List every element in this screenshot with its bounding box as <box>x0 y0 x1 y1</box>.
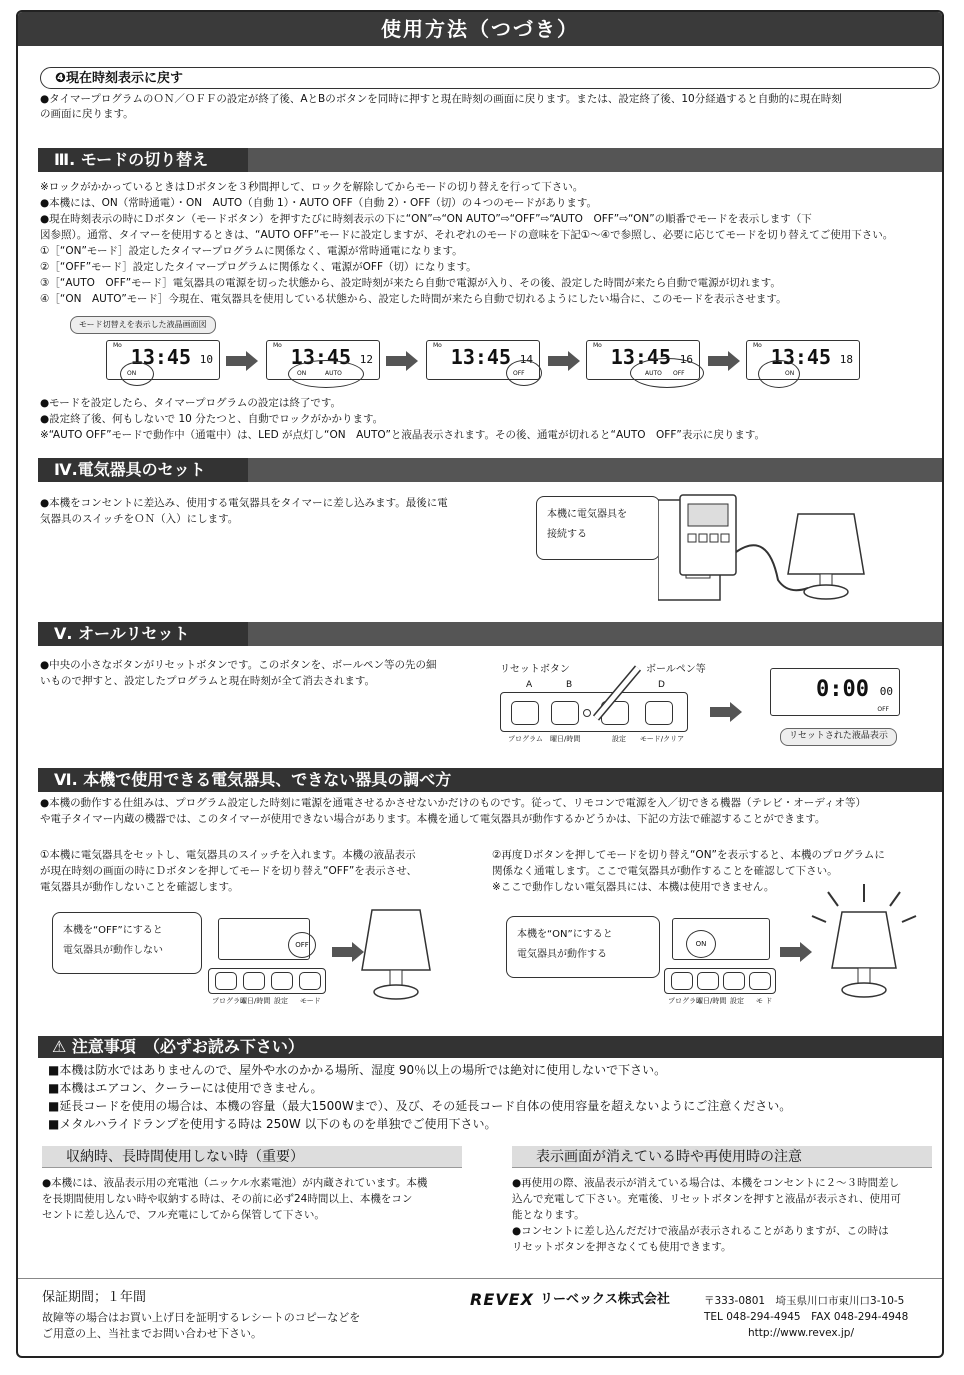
button-letter-d: D <box>658 680 665 690</box>
off-label-set: 設定 <box>274 997 288 1005</box>
lcd-seconds: 16 <box>679 353 693 366</box>
off-bubble-line-2: 電気器具が動作しない <box>63 945 163 956</box>
lcd-time: 13:45 <box>610 345 671 369</box>
button-letter-b: B <box>566 680 573 690</box>
footer-note-2: ご用意の上、当社までお問い合わせ下さい。 <box>42 1327 262 1340</box>
reset-line-2: いもので押すと、設定したプログラムと現在時刻が全て消去されます。 <box>40 675 376 687</box>
mode-heading-bar <box>248 148 942 172</box>
lcd-time: 13:45 <box>450 345 511 369</box>
highlight-circle <box>758 360 800 388</box>
lamp-on-icon <box>808 878 918 1008</box>
footer-note-1: 故障等の場合はお買い上げ日を証明するレシートのコピーなどを <box>42 1311 361 1324</box>
set-bubble-line-2: 接続する <box>547 529 587 540</box>
mode-diagram-label: モード切替えを表示した液晶画面図 <box>70 316 216 334</box>
off-label-program: プログラム <box>212 997 247 1005</box>
set-illustration <box>658 490 868 602</box>
button-b[interactable] <box>697 972 719 990</box>
brand-logo: REVEX <box>470 1290 534 1309</box>
button-d[interactable] <box>645 701 673 725</box>
caution-item-4: ■メタルハライドランプを使用する時は 250W 以下のものを単独でご使用下さい。 <box>48 1117 497 1131</box>
button-c[interactable] <box>723 972 745 990</box>
on-label-set: 設定 <box>730 997 744 1005</box>
off-label-day: 曜日/時間 <box>240 997 271 1005</box>
lamp-off-icon <box>358 904 438 1010</box>
lcd-time: 13:45 <box>290 345 351 369</box>
reset-heading-bar <box>248 622 942 646</box>
lcd-time: 13:45 <box>130 345 191 369</box>
set-heading-bar <box>248 458 942 482</box>
mode-line-4: 図参照）。通常、タイマーを使用するときは、“AUTO OFF”モードに設定しますが、それぞれのモードの意味を下記①〜④で参照し、必要に応じてモードを切り替えてご使用下さい。 <box>40 229 894 241</box>
highlight-circle <box>506 360 542 386</box>
off-bubble-line-1: 本機を“OFF”にすると <box>63 925 163 936</box>
btn-label-mode-clear: モード/クリア <box>640 735 685 743</box>
storage-line-1: ●本機には、液晶表示用の充電池（ニッケル水素電池）が内蔵されています。本機 <box>42 1177 428 1189</box>
lcd-mode-label: ON <box>297 370 307 377</box>
caution-item-1: ■本機は防水ではありませんので、屋外や水のかかる場所、湿度 90％以上の場所では絶対に使用しないで下さい。 <box>48 1063 667 1077</box>
mode-after-1: ●モードを設定したら、タイマープログラムの設定は終了です。 <box>40 397 342 409</box>
reset-lcd-time: 0:00 <box>816 677 869 702</box>
display-line-1: ●再使用の際、液晶表示が消えている場合は、本機をコンセントに２～３時間差し <box>512 1177 900 1189</box>
lcd-mo-label: Mo <box>753 342 762 349</box>
button-b[interactable] <box>243 972 265 990</box>
on-label-program: プログラム <box>668 997 703 1005</box>
set-line-1: ●本機をコンセントに差込み、使用する電気器具をタイマーに差し込みます。最後に電 <box>40 497 448 509</box>
check-left-1: ①本機に電気器具をセットし、電気器具のスイッチを入れます。本機の液晶表示 <box>40 849 416 861</box>
check-line-1: ●本機の動作する仕組みは、プログラム設定した時刻に電源を通電させるかさせないかだけのものです。従って、リモコンで電源を入／切できる機器（テレビ・オーディオ等） <box>40 797 866 809</box>
on-label-day: 曜日/時間 <box>696 997 727 1005</box>
display-heading: 表示画面が消えている時や再使用時の注意 <box>512 1146 932 1168</box>
storage-line-3: セントに差し込んで、フル充電にしてから保管して下さい。 <box>42 1209 325 1221</box>
set-bubble <box>536 496 660 560</box>
reset-lcd <box>770 668 900 716</box>
btn-label-program: プログラム <box>508 735 543 743</box>
lcd-mode-label: AUTO <box>645 370 662 377</box>
display-line-3: 能となります。 <box>512 1209 585 1221</box>
reset-line-1: ●中央の小さなボタンがリセットボタンです。このボタンを、ボールペン等の先の細 <box>40 659 437 671</box>
check-left-3: 電気器具が動作しないことを確認します。 <box>40 881 239 893</box>
footer-divider <box>18 1278 942 1279</box>
caution-heading <box>38 1036 942 1058</box>
on-label-mode: モ ド <box>756 997 773 1005</box>
lcd-seconds: 14 <box>519 353 533 366</box>
warning-icon: ⚠ <box>52 1037 72 1056</box>
on-bubble <box>506 916 660 978</box>
button-d[interactable] <box>299 972 321 990</box>
off-label-mode: モード <box>300 997 321 1005</box>
on-label: ON <box>686 930 716 958</box>
mode-line-8: ④［“ON AUTO”モード］今現在、電気器具を使用している状態から、設定した時間が来たら自動で切れるようにしたい場合に、このモードを表示させます。 <box>40 293 787 305</box>
lcd-seconds: 10 <box>199 353 213 366</box>
lcd-seconds: 12 <box>359 353 373 366</box>
highlight-circle <box>288 360 364 388</box>
check-right-1: ②再度Ｄボタンを押してモードを切り替え“ON”を表示すると、本機のプログラムに <box>492 849 885 861</box>
lcd-mo-label: Mo <box>113 342 122 349</box>
check-line-2: や電子タイマー内蔵の機器では、このタイマーが使用できない場合があります。本機を通して電気器具が動作するかどうかは、下記の方法で確認することができます。 <box>40 813 826 825</box>
return-heading: ❹現在時刻表示に戻す <box>40 67 940 89</box>
mode-line-1: ※ロックがかかっているときはＤボタンを３秒間押して、ロックを解除してからモードの切り替えを行って下さい。 <box>40 181 584 193</box>
check-right-3: ※ここで動作しない電気器具には、本機は使用できません。 <box>492 881 775 893</box>
reset-heading: Ⅴ. オールリセット <box>38 622 248 646</box>
btn-label-set: 設定 <box>612 735 626 743</box>
storage-line-2: を長期間使用しない時や収納する時は、その前に必ず24時間以上、本機をコン <box>42 1193 413 1205</box>
button-d[interactable] <box>749 972 771 990</box>
lcd-seconds: 18 <box>839 353 853 366</box>
caution-heading-text: 注意事項 （必ずお読み下さい） <box>71 1037 304 1056</box>
display-line-2: 込んで充電して下さい。充電後、リセットボタンを押すと液晶が表示され、使用可 <box>512 1193 902 1205</box>
off-bubble <box>52 912 202 974</box>
mode-line-5: ①［“ON”モード］設定したタイマープログラムに関係なく、電源が常時通電になります。 <box>40 245 463 257</box>
lcd-mode-label: ON <box>127 370 137 377</box>
lcd-time: 13:45 <box>770 345 831 369</box>
set-line-2: 気器具のスイッチをＯＮ（入）にします。 <box>40 513 239 525</box>
lcd-mo-label: Mo <box>273 342 282 349</box>
button-a[interactable] <box>511 701 539 725</box>
caution-item-2: ■本機はエアコン、クーラーには使用できません。 <box>48 1081 323 1095</box>
lcd-mode-label: ON <box>785 370 795 377</box>
check-right-2: 関係なく通電します。ここで電気器具が動作することを確認して下さい。 <box>492 865 838 877</box>
reset-button-label: リセットボタン <box>500 664 570 675</box>
btn-label-day-time: 曜日/時間 <box>550 735 581 743</box>
mode-line-6: ②［“OFF”モード］設定したタイマープログラムに関係なく、電源がOFF（切）になります。 <box>40 261 477 273</box>
reset-lcd-seconds: 00 <box>879 685 893 698</box>
button-a[interactable] <box>215 972 237 990</box>
off-button-panel <box>208 968 326 994</box>
check-heading: Ⅵ. 本機で使用できる電気器具、できない器具の調べ方 <box>38 768 942 792</box>
display-line-4: ●コンセントに差し込んだだけで液晶が表示されることがありますが、この時は <box>512 1225 889 1237</box>
storage-heading: 収納時、長時間使用しない時（重要） <box>42 1146 462 1168</box>
caution-item-3: ■延長コードを使用の場合は、本機の容量（最大1500Wまで）、及び、その延長コード自体の使用容量を超えないようにご注意ください。 <box>48 1099 792 1113</box>
button-b[interactable] <box>551 701 579 725</box>
lcd-mode-label: AUTO <box>325 370 342 377</box>
company-name: リーベックス株式会社 <box>540 1292 670 1307</box>
mode-after-2: ●設定終了後、何もしないで 10 分たつと、自動でロックがかかります。 <box>40 413 384 425</box>
return-line-2: の画面に戻ります。 <box>40 108 134 120</box>
lcd-mode-label: OFF <box>513 370 525 377</box>
lcd-mode-label: OFF <box>673 370 685 377</box>
reset-lcd-mode: OFF <box>877 706 889 713</box>
return-line-1: ●タイマープログラムのＯＮ／ＯＦＦの設定が終了後、AとBのボタンを同時に押すと現在時刻の画面に戻ります。または、設定終了後、10分経過すると自動的に現在時刻 <box>40 93 842 105</box>
button-a[interactable] <box>671 972 693 990</box>
on-bubble-line-1: 本機を“ON”にすると <box>517 929 613 940</box>
check-left-2: が現在時刻の画面の時にＤボタンを押してモードを切り替え“OFF”を表示させ、 <box>40 865 417 877</box>
set-bubble-line-1: 本機に電気器具を <box>547 509 627 520</box>
mode-line-3: ●現在時刻表示の時にＤボタン（モードボタン）を押すたびに時刻表示の下に“ON”⇨“ON AUTO”⇨“OFF”⇨“AUTO OFF”⇨“ON”の順番でモードを表示します（下 <box>40 213 812 225</box>
page-title: 使用方法（つづき） <box>18 12 942 46</box>
mode-line-7: ③［“AUTO OFF”モード］電気器具の電源を切った状態から、設定時刻が来たら自動で電源が入り、その後、設定した時間が来たら自動で電源が切れます。 <box>40 277 781 289</box>
display-line-5: リセットボタンを押さなくても使用できます。 <box>512 1241 732 1253</box>
button-letter-a: A <box>526 680 533 690</box>
off-label: OFF <box>288 932 316 958</box>
lamp-icon <box>788 514 864 574</box>
lcd-mo-label: Mo <box>593 342 602 349</box>
reset-caption: リセットされた液晶表示 <box>780 728 897 746</box>
button-c[interactable] <box>271 972 293 990</box>
mode-line-2: ●本機には、ON（常時通電）・ON AUTO（自動 1）・AUTO OFF（自動 2）・OFF（切）の４つのモードがあります。 <box>40 197 598 209</box>
website-url[interactable]: http://www.revex.jp/ <box>748 1327 855 1339</box>
highlight-circle <box>120 362 154 386</box>
pen-label: ボールペン等 <box>646 664 706 675</box>
set-heading: Ⅳ.電気器具のセット <box>38 458 248 482</box>
mode-heading: Ⅲ. モードの切り替え <box>38 148 248 172</box>
phone-fax: TEL 048-294-4945 FAX 048-294-4948 <box>704 1311 909 1323</box>
mode-after-3: ※“AUTO OFF”モードで動作中（通電中）は、LED が点灯し“ON AUTO”と液晶表示されます。その後、通電が切れると“AUTO OFF”表示に戻ります。 <box>40 429 765 441</box>
pen-icon <box>588 664 648 722</box>
address: 〒333-0801 埼玉県川口市東川口3-10-5 <box>704 1295 905 1307</box>
on-bubble-line-2: 電気器具が動作する <box>517 949 607 960</box>
highlight-circle <box>630 358 704 388</box>
page-frame <box>16 10 944 1358</box>
warranty: 保証期間；１年間 <box>42 1290 147 1305</box>
on-button-panel <box>664 968 776 994</box>
lcd-mo-label: Mo <box>433 342 442 349</box>
